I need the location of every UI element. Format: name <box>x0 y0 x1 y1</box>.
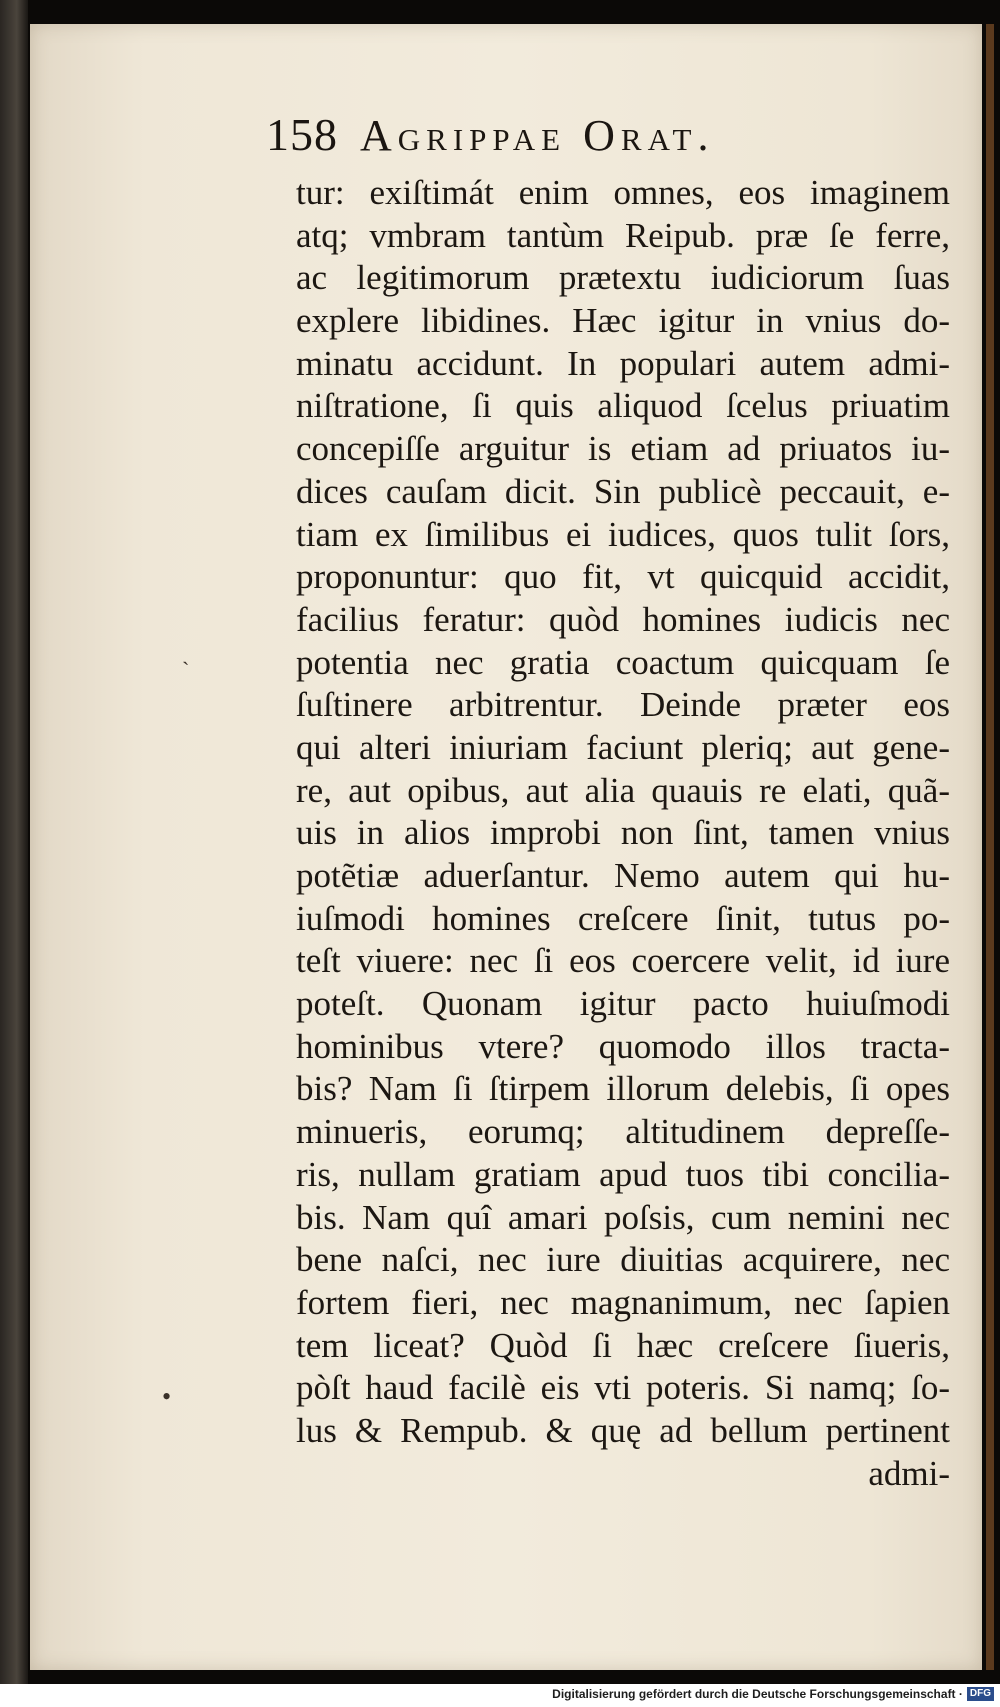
text-line: potentia nec gratia coactum quicquam ſe <box>296 642 950 682</box>
text-line: facilius feratur: quòd homines iudicis nec <box>296 599 950 639</box>
text-line: potẽtiæ aduerſantur. Nemo autem qui hu- <box>296 856 950 895</box>
text-line: teſt viuere: nec ſi eos coercere velit, id iure <box>296 941 950 981</box>
dfg-logo-icon: DFG <box>967 1687 994 1701</box>
text-line: bis? Nam ſi ſtirpem illorum delebis, ſi opes <box>296 1069 950 1109</box>
text-line: bis. Nam quî amari poſsis, cum nemini nec <box>296 1197 950 1237</box>
text-line: minatu accidunt. In populari autem admi- <box>296 343 950 383</box>
text-line: pòſt haud facilè eis vti poteris. Si namq; ſo- <box>296 1368 950 1408</box>
text-line: tem liceat? Quòd ſi hæc creſcere ſiueris, <box>296 1325 950 1365</box>
text-line: ris, nullam gratiam apud tuos tibi concilia- <box>296 1154 950 1194</box>
text-line: iuſmodi homines creſcere ſinit, tutus po- <box>296 898 950 938</box>
text-line: atq; vmbram tantùm Reipub. præ ſe ferre, <box>296 215 950 255</box>
page-number: 158 <box>266 109 338 160</box>
text-line: ſuſtinere arbitrentur. Deinde præter eos <box>296 685 950 725</box>
text-line: niſtratione, ſi quis aliquod ſcelus priuatim <box>296 386 950 426</box>
text-line: bene naſci, nec iure diuitias acquirere, nec <box>296 1240 950 1280</box>
catchword: admi- <box>868 1453 950 1493</box>
page-header <box>266 108 916 170</box>
book-edge-left <box>0 0 28 1684</box>
text-line: ac legitimorum prætextu iudiciorum ſuas <box>296 258 950 298</box>
text-block <box>296 172 950 1495</box>
running-head: Agrippae Orat. <box>360 111 715 160</box>
text-line: fortem fieri, nec magnanimum, nec ſapien <box>296 1282 950 1322</box>
footer-text: Digitalisierung gefördert durch die Deutsche Forschungsgemeinschaft · <box>552 1687 963 1701</box>
footer-credit <box>552 1684 994 1704</box>
text-line: explere libidines. Hæc igitur in vnius do- <box>296 301 950 341</box>
text-line: dices cauſam dicit. Sin publicè peccauit, e- <box>296 471 950 511</box>
text-line: re, aut opibus, aut alia quauis re elati, quã- <box>296 770 950 810</box>
text-line: lus & Rempub. & quę ad bellum pertinent <box>296 1410 950 1450</box>
text-line: poteſt. Quonam igitur pacto huiuſmodi <box>296 984 950 1024</box>
text-line: proponuntur: quo fit, vt quicquid accidit, <box>296 557 950 597</box>
margin-mark: ˎ <box>182 640 190 665</box>
margin-mark: • <box>162 1382 172 1411</box>
text-line: minueris, eorumq; altitudinem depreſſe- <box>296 1112 950 1152</box>
text-line: tiam ex ſimilibus ei iudices, quos tulit ſors, <box>296 514 950 554</box>
text-line: tur: exiſtimát enim omnes, eos imaginem <box>296 173 950 212</box>
text-line: qui alteri iniuriam faciunt pleriq; aut gene- <box>296 727 950 767</box>
text-line: uis in alios improbi non ſint, tamen vnius <box>296 813 950 853</box>
text-line: hominibus vtere? quomodo illos tracta- <box>296 1026 950 1066</box>
book-edge-right <box>986 24 994 1670</box>
text-line: concepiſſe arguitur is etiam ad priuatos iu- <box>296 429 950 469</box>
